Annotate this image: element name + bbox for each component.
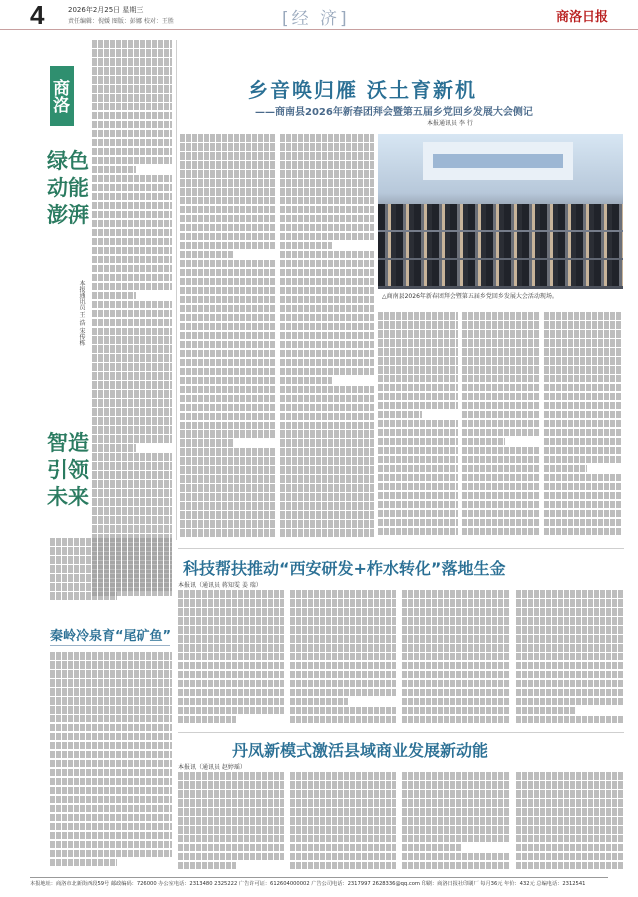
story-two-body-col2	[290, 590, 396, 730]
issue-date: 2026年2月25日 星期三	[68, 6, 144, 14]
story-two-headline: 科技帮扶推动“西安研发+柞水转化”落地生金	[183, 559, 506, 578]
story-three-body-col3	[402, 772, 510, 872]
lead-body-col4	[462, 312, 540, 544]
photo-caption: △商南县2026年新春团拜会暨第五届乡党回乡发展大会活动现场。	[382, 293, 558, 300]
lead-body-col1	[180, 134, 276, 544]
story-three-body-col2	[290, 772, 396, 872]
story-two-body-col1	[178, 590, 284, 730]
story-two-body-col4	[516, 590, 624, 730]
event-photo	[378, 134, 623, 289]
lead-body-col5	[544, 312, 622, 544]
side-story-byline: 本报通讯员 王 浩 宋传栋	[78, 280, 85, 346]
side-story-body-bottom	[50, 538, 172, 608]
page-footer: 本报地址：商洛市北新街西段59号 邮政编码：726000 办公室电话：2313480 2325222 广告许可证：612604000002 广告公司电话：2317997 2628336@qq.com 印刷：商洛日报社印刷厂 每月36元 年价：432元 总编电话：2312541	[30, 877, 608, 887]
story-three-byline: 本报讯（通讯员 赵婷瑶）	[178, 764, 246, 771]
brief-title: 秦岭冷泉育“尾矿鱼”	[50, 629, 172, 644]
lead-byline: 本报通讯员 李 行	[427, 120, 473, 127]
page-number: 4	[30, 0, 45, 30]
story-three-body-col1	[178, 772, 284, 872]
side-story-body-col1	[92, 40, 172, 600]
side-story-title-top: 绿色动能澎湃	[47, 149, 89, 227]
brief-body	[50, 652, 172, 870]
editors-line: 责任编辑：倪媛 图版：彭娜 校对：王胜	[68, 18, 174, 25]
section-title: [经 济]	[282, 9, 350, 29]
story-three-body-col4	[516, 772, 624, 872]
newspaper-logo: 商洛日报	[555, 10, 608, 25]
lead-body-col3	[378, 312, 458, 544]
masthead	[0, 0, 638, 30]
story-two-body-col3	[402, 590, 510, 730]
story-two-byline: 本报讯（通讯员 蒋知雯 姜 瑞）	[178, 582, 262, 589]
side-section-label: 商洛	[50, 66, 74, 126]
lead-body-col2	[280, 134, 374, 544]
lead-subheadline: ——商南县2026年新春团拜会暨第五届乡党回乡发展大会侧记	[255, 107, 533, 118]
story-three-headline: 丹凤新模式激活县域商业发展新动能	[232, 741, 489, 760]
lead-headline: 乡音唤归雁 沃土育新机	[248, 78, 477, 102]
side-story-title-bottom: 智造引领未来	[47, 431, 89, 509]
